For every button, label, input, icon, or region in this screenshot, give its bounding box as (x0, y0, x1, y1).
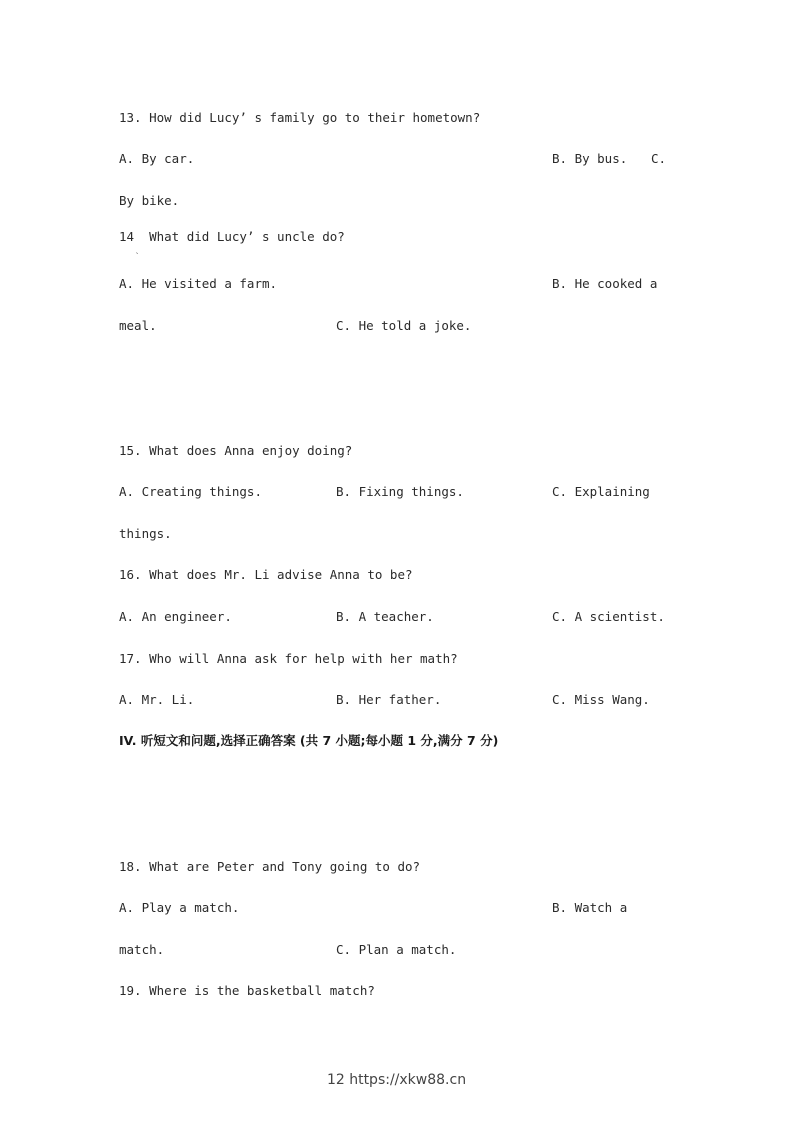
page-footer: 12 https://xkw88.cn (326, 1072, 467, 1088)
question-15-option-a: A. Creating things. (119, 484, 262, 499)
question-18-stem: 18. What are Peter and Tony going to do? (119, 859, 421, 874)
question-16-option-b: B. A teacher. (336, 609, 434, 624)
question-14-option-c: C. He told a joke. (336, 318, 472, 333)
stray-mark: ` (135, 252, 140, 261)
question-13-option-c-tail: By bike. (119, 193, 180, 208)
question-17-option-a: A. Mr. Li. (119, 692, 195, 707)
question-16-stem: 16. What does Mr. Li advise Anna to be? (119, 567, 413, 582)
question-16-option-c: C. A scientist. (552, 609, 665, 624)
question-13-stem: 13. How did Lucy’ s family go to their hometown? (119, 110, 481, 125)
question-18-option-b-tail: match. (119, 942, 165, 957)
question-13-option-b: B. By bus. (552, 151, 628, 166)
question-13-option-c-head: C. (651, 151, 667, 166)
question-14-stem: 14 What did Lucy’ s uncle do? (119, 229, 345, 244)
question-14-option-a: A. He visited a farm. (119, 276, 278, 291)
question-14-option-b-head: B. He cooked a (552, 276, 658, 291)
question-15-option-b: B. Fixing things. (336, 484, 464, 499)
question-17-option-c: C. Miss Wang. (552, 692, 650, 707)
question-18-option-b-head: B. Watch a (552, 900, 628, 915)
section-heading: IV. 听短文和问题,选择正确答案 (共 7 小题;每小题 1 分,满分 7 分) (119, 733, 499, 748)
question-13-option-a: A. By car. (119, 151, 195, 166)
question-15-stem: 15. What does Anna enjoy doing? (119, 443, 353, 458)
question-15-option-c-tail: things. (119, 526, 172, 541)
question-18-option-c: C. Plan a match. (336, 942, 457, 957)
question-17-stem: 17. Who will Anna ask for help with her math? (119, 651, 458, 666)
question-19-stem: 19. Where is the basketball match? (119, 983, 375, 998)
question-17-option-b: B. Her father. (336, 692, 442, 707)
question-16-option-a: A. An engineer. (119, 609, 232, 624)
question-14-option-b-tail: meal. (119, 318, 157, 333)
question-18-option-a: A. Play a match. (119, 900, 240, 915)
question-15-option-c-head: C. Explaining (552, 484, 650, 499)
